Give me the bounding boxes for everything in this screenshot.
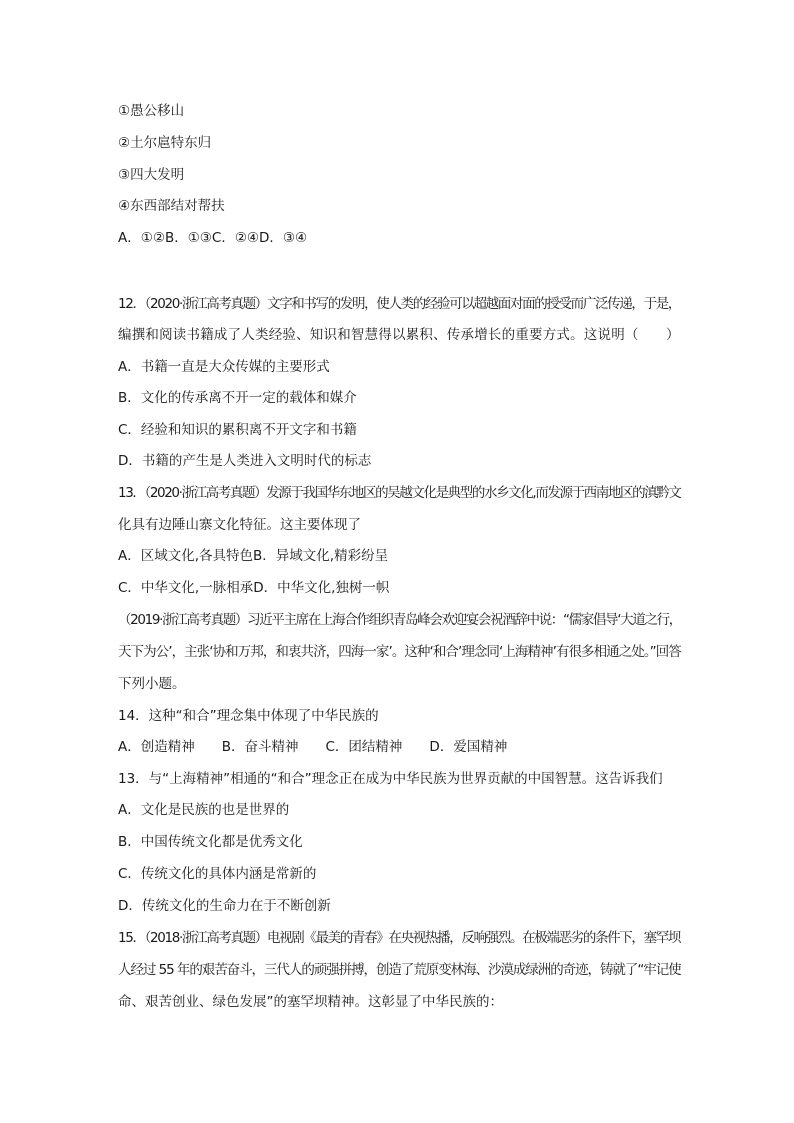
- q11-answer-choices: A．①②B．①③C．②④D．③④: [118, 230, 308, 246]
- q15-stem-line-1: 15．（2018·浙江高考真题）电视剧《最美的青春》在央视热播，反响强烈。在极端恶劣的条件下，塞罕坝: [118, 930, 681, 946]
- q13b-choice-b: B．中国传统文化都是优秀文化: [118, 834, 303, 850]
- q13b-stem: 13．与“上海精神”相通的“和合”理念正在成为中华民族为世界贡献的中国智慧。这告诉我们: [118, 771, 663, 787]
- q12-choice-c: C．经验和知识的累积离不开文字和书籍: [118, 422, 357, 438]
- q12-choice-a: A．书籍一直是大众传媒的主要形式: [118, 359, 330, 375]
- q12-stem-line-2: 编撰和阅读书籍成了人类经验、知识和智慧得以累积、传承增长的重要方式。这说明（ ）: [118, 327, 680, 343]
- q12-choice-b: B．文化的传承离不开一定的载体和媒介: [118, 390, 357, 406]
- q13-stem-line-1: 13．（2020·浙江高考真题）发源于我国华东地区的吴越文化是典型的水乡文化,而发源于西南地区的滇黔文: [118, 485, 681, 501]
- q12-stem-line-1: 12．（2020·浙江高考真题）文字和书写的发明，使人类的经验可以超越面对面的授受而广泛传递，于是，: [118, 296, 681, 312]
- option-4-east-west-aid: ④东西部结对帮扶: [118, 198, 225, 214]
- q14-stem: 14．这种“和合”理念集中体现了中华民族的: [118, 708, 379, 724]
- option-1-yugong: ①愚公移山: [118, 103, 185, 119]
- q15-stem-line-3: 命、艰苦创业、绿色发展”的塞罕坝精神。这彰显了中华民族的：: [118, 994, 503, 1010]
- q13-choices-ab: A．区域文化,各具特色B．异域文化,精彩纷呈: [118, 548, 389, 564]
- q15-stem-line-2: 人经过 55 年的艰苦奋斗，三代人的顽强拼搏，创造了荒原变林海、沙漠成绿洲的奇迹，铸就了“牢记使: [118, 962, 681, 978]
- q12-choice-d: D．书籍的产生是人类进入文明时代的标志: [118, 453, 372, 469]
- q13-choices-cd: C．中华文化,一脉相承D．中华文化,独树一帜: [118, 580, 390, 596]
- passage-line-2: 天下为公’，主张‘协和万邦，和衷共济，四海一家’。这种‘和合’理念同‘上海精神’有很多相通之处。”回答: [118, 644, 681, 660]
- q13b-choice-a: A．文化是民族的也是世界的: [118, 802, 290, 818]
- option-2-torghut: ②土尔扈特东归: [118, 135, 212, 151]
- passage-line-1: （2019·浙江高考真题）习近平主席在上海合作组织青岛峰会欢迎宴会祝酒辞中说：“儒家倡导‘大道之行，: [118, 612, 681, 628]
- q13b-choice-c: C．传统文化的具体内涵是常新的: [118, 866, 317, 882]
- q13b-choice-d: D．传统文化的生命力在于不断创新: [118, 898, 331, 914]
- option-3-four-inventions: ③四大发明: [118, 167, 185, 183]
- passage-line-3: 下列小题。: [118, 676, 186, 692]
- q14-choices: A．创造精神 B．奋斗精神 C．团结精神 D．爱国精神: [118, 739, 508, 755]
- q13-stem-line-2: 化具有边陲山寨文化特征。这主要体现了: [118, 517, 361, 533]
